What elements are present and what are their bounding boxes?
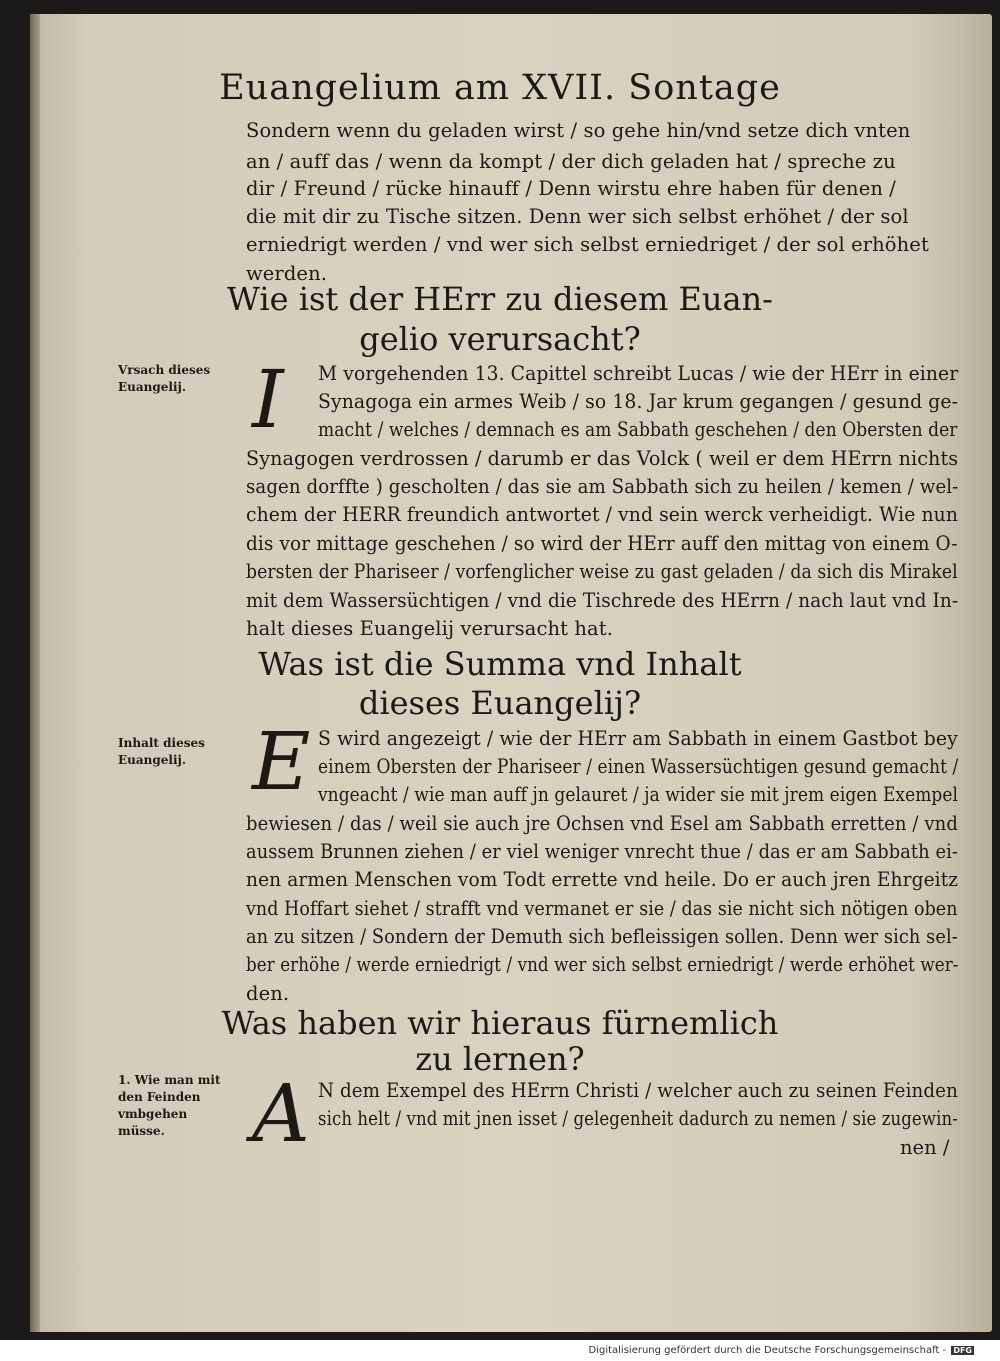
body-line: ber erhöhe / werde erniedrigt / vnd wer sich selbst erniedrigt / werde erhöhet wer- [246,953,959,976]
body-line: halt dieses Euangelij verursacht hat. [246,617,614,640]
section-question-3b: zu lernen? [415,1040,585,1078]
intro-line: an / auff das / wenn da kompt / der dich geladen hat / spreche zu [246,150,896,173]
body-line: den. [246,982,290,1005]
section-question-2: Was ist die Summa vnd Inhalt [258,645,742,683]
body-line: Synagoga ein armes Weib / so 18. Jar krum gegangen / gesund ge- [318,390,959,413]
body-line: mit dem Wassersüchtigen / vnd die Tischrede des HErrn / nach laut vnd In- [246,589,959,612]
intro-line: erniedrigt werden / vnd wer sich selbst erniedriget / der sol erhöhet [246,233,929,256]
body-line: Synagogen verdrossen / darumb er das Volck ( weil er dem HErrn nichts [246,447,959,470]
intro-line: werden. [246,262,328,285]
section-question-3: Was haben wir hieraus fürnemlich [221,1004,779,1042]
body-line: nen armen Menschen vom Todt errette vnd heile. Do er auch jren Ehrgeitz [246,868,959,891]
body-line: N dem Exempel des HErrn Christi / welcher auch zu seinen Feinden [318,1079,958,1102]
section-question-2b: dieses Euangelij? [358,684,642,722]
body-line: sagen dorffte ) gescholten / das sie am Sabbath sich zu heilen / kemen / wel- [246,475,959,498]
body-line: sich helt / vnd mit jnen isset / gelegenheit dadurch zu nemen / sie zugewin- [318,1107,958,1130]
intro-line: dir / Freund / rücke hinauff / Denn wirstu ehre haben für denen / [246,177,896,200]
running-head: Euangelium am XVII. Sontage [219,68,781,108]
margin-note-1: Vrsach dieses Euangelij. [118,363,211,394]
body-line: vngeacht / wie man auff jn gelauret / ja wider sie mit jrem eigen Exempel [318,783,959,806]
body-line: an zu sitzen / Sondern der Demuth sich befleissigen sollen. Denn wer sich sel- [246,925,958,948]
dfg-logo: DFG [953,1345,972,1355]
body-line: einem Obersten der Phariseer / einen Wassersüchtigen gesund gemacht / [318,755,959,778]
body-line: M vorgehenden 13. Capittel schreibt Lucas / wie der HErr in einer [318,362,959,385]
intro-line: die mit dir zu Tische sitzen. Denn wer sich selbst erhöhet / der sol [246,205,909,228]
section-question-1b: gelio verursacht? [359,320,641,358]
credit-text: Digitalisierung gefördert durch die Deutsche Forschungsgemeinschaft - [588,1345,947,1356]
body-line: bersten der Phariseer / vorfenglicher weise zu gast geladen / da sich dis Mirakel [246,560,958,583]
body-line: S wird angezeigt / wie der HErr am Sabbath in einem Gastbot bey [318,727,958,750]
section-question-1: Wie ist der HErr zu diesem Euan- [227,280,773,318]
initial-capital-2: E [252,715,311,808]
catchword: nen / [900,1136,950,1159]
body-line: aussem Brunnen ziehen / er viel weniger vnrecht thue / das er am Sabbath ei- [246,840,958,863]
body-line: vnd Hoffart siehet / strafft vnd vermanet er sie / das sie nicht sich nötigen oben [246,897,958,920]
digitization-credit [589,1345,975,1356]
body-line: dis vor mittage geschehen / so wird der HErr auff den mittag von einem O- [246,532,958,555]
body-line: macht / welches / demnach es am Sabbath geschehen / den Obersten der [318,418,958,441]
initial-capital-3: A [252,1067,310,1160]
margin-note-3: 1. Wie man mit den Feinden vmbgehen müsse. [118,1073,221,1138]
body-line: bewiesen / das / weil sie auch jre Ochsen vnd Esel am Sabbath erretten / vnd [246,812,958,835]
intro-line: Sondern wenn du geladen wirst / so gehe hin/vnd setze dich vnten [246,119,911,142]
body-line: chem der HERR freundich antwortet / vnd sein werck verheidigt. Wie nun [246,503,958,526]
margin-note-2: Inhalt dieses Euangelij. [118,736,205,767]
initial-capital-1: I [252,353,284,446]
